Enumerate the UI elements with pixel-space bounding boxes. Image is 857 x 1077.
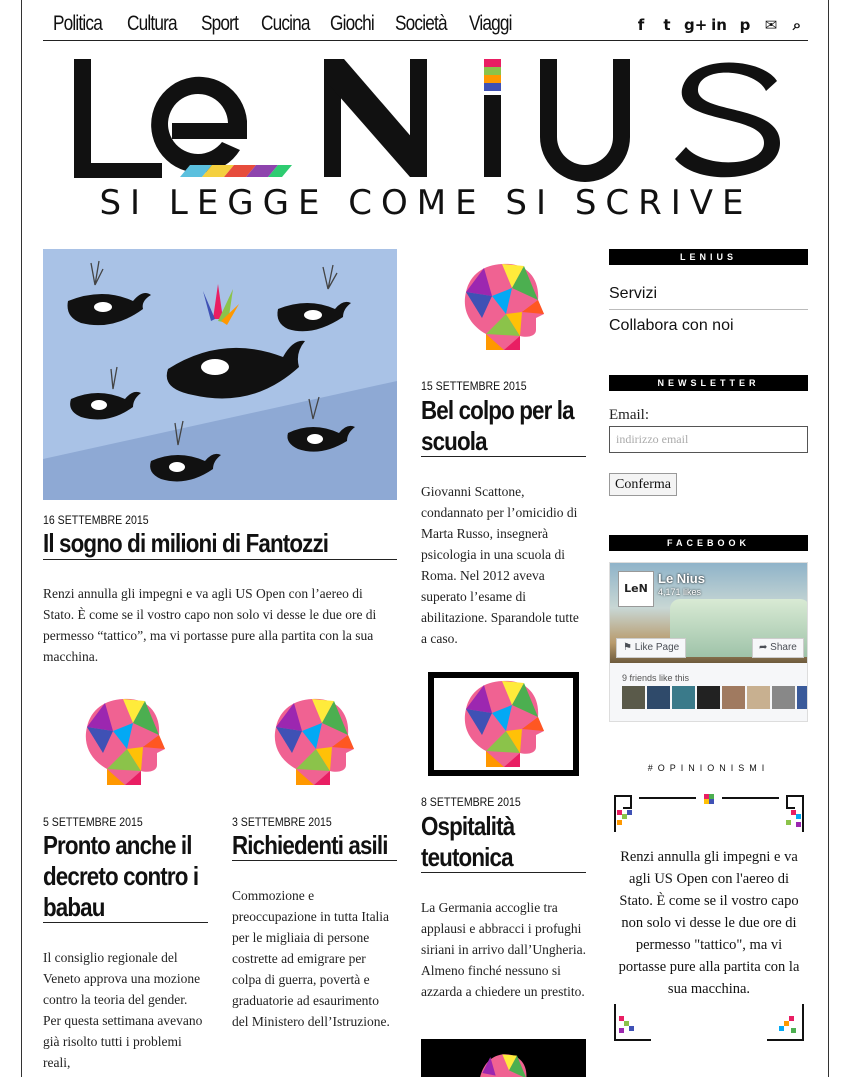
head-illustration xyxy=(462,678,544,770)
sidebar-head-lenius: LENIUS xyxy=(609,249,808,265)
twitter-icon[interactable]: t xyxy=(663,16,671,34)
nav-item-viaggi[interactable]: Viaggi xyxy=(469,12,512,35)
fb-share-icon: ➦ xyxy=(759,642,771,653)
pinterest-icon[interactable]: p xyxy=(739,16,751,34)
nav-item-giochi[interactable]: Giochi xyxy=(330,12,374,35)
post-title-rule xyxy=(421,456,586,457)
post-title-rule xyxy=(43,922,208,923)
decorative-border-top xyxy=(611,792,807,834)
post-image-whales[interactable] xyxy=(43,249,397,500)
sidebar-link-servizi[interactable]: Servizi xyxy=(609,285,658,302)
head-illustration xyxy=(473,1053,533,1077)
post-title-rule xyxy=(421,872,586,873)
fb-page-name[interactable]: Le Nius xyxy=(658,571,705,586)
post-title-rule xyxy=(43,559,397,560)
fb-share-button[interactable] xyxy=(752,638,804,658)
linkedin-icon[interactable]: in xyxy=(711,16,727,34)
post-title[interactable]: Ospitalità teutonica xyxy=(421,811,515,872)
mail-icon[interactable]: ✉ xyxy=(764,16,778,34)
sidebar-head-newsletter: NEWSLETTER xyxy=(609,375,808,391)
opinionismi-quote: Renzi annulla gli impegni e va agli US Open con l'aereo di Stato. È come se il vostro capo non solo vi desse le due ore di permesso "tattico", ma vi portasse pure alla partita con la sua macchina. xyxy=(618,849,800,997)
sidebar-divider xyxy=(609,309,808,310)
confirm-button[interactable]: Conferma xyxy=(609,473,677,496)
fb-like-page-label: Like Page xyxy=(634,642,680,653)
avatar[interactable] xyxy=(672,686,695,709)
post-title[interactable]: Bel colpo per la scuola xyxy=(421,395,574,456)
post-image-next[interactable] xyxy=(421,1039,586,1077)
fb-like-page-button[interactable] xyxy=(616,638,686,658)
post-title[interactable]: Il sogno di milioni di Fantozzi xyxy=(43,528,329,558)
sidebar-link-collabora[interactable]: Collabora con noi xyxy=(609,317,734,334)
nav-item-cultura[interactable]: Cultura xyxy=(127,12,177,35)
post-image-head[interactable] xyxy=(272,697,354,787)
search-icon[interactable]: ⌕ xyxy=(792,16,802,34)
post-excerpt: La Germania accoglie tra applausi e abbracci i profughi siriani in arrivo dall’Ungheria. Almeno finché nessuno si azzarda a chiedere un prestito. xyxy=(421,900,586,999)
post-date: 16 SETTEMBRE 2015 xyxy=(43,513,149,527)
fb-friend-avatars xyxy=(622,686,808,709)
fb-likes-count: 4,171 likes xyxy=(658,587,702,597)
avatar[interactable] xyxy=(622,686,645,709)
post-image-framed[interactable] xyxy=(428,672,579,776)
fb-page-avatar[interactable]: LeN xyxy=(618,571,654,607)
post-title[interactable]: Pronto anche il decreto contro i babau xyxy=(43,830,199,922)
fb-friends-text: 9 friends like this xyxy=(622,673,690,683)
post-excerpt: Renzi annulla gli impegni e va agli US Open con l’aereo di Stato. È come se il vostro capo non solo vi desse le due ore di permesso “tattico”, ma vi portasse pure alla partita con la sua macchina. xyxy=(43,586,377,664)
social-icons xyxy=(632,16,806,34)
sidebar-head-facebook: FACEBOOK xyxy=(609,535,808,551)
post-date: 15 SETTEMBRE 2015 xyxy=(421,379,527,393)
category-menu xyxy=(53,12,525,36)
post-excerpt: Commozione e preoccupazione in tutta Italia per le migliaia di persone costrette ad emigrare per colpa di guerra, povertà e graduatorie ad esaurimento del Ministero dell’Istruzione. xyxy=(232,888,390,1029)
email-label: Email: xyxy=(609,407,649,423)
facebook-widget xyxy=(609,562,808,722)
nav-item-sport[interactable]: Sport xyxy=(201,12,239,35)
fb-share-label: Share xyxy=(770,642,797,653)
sidebar-head-opinionismi: #OPINIONISMI xyxy=(647,763,770,773)
top-navigation xyxy=(43,12,808,41)
post-date: 8 SETTEMBRE 2015 xyxy=(421,795,521,809)
nav-item-cucina[interactable]: Cucina xyxy=(261,12,310,35)
post-date: 5 SETTEMBRE 2015 xyxy=(43,815,143,829)
site-tagline: SI LEGGE COME SI SCRIVE xyxy=(99,183,753,223)
decorative-border-bottom xyxy=(611,1002,807,1044)
nav-item-societa[interactable]: Società xyxy=(395,12,447,35)
fb-like-icon: ⚑ xyxy=(623,642,635,653)
post-title-rule xyxy=(232,860,397,861)
post-image-head[interactable] xyxy=(462,262,544,352)
avatar[interactable] xyxy=(797,686,808,709)
post-title[interactable]: Richiedenti asili xyxy=(232,830,388,860)
post-excerpt: Giovanni Scattone, condannato per l’omicidio di Marta Russo, insegnerà psicologia in una scuola di Roma. Nel 2012 aveva superato l’esame di abilitazione. Sparandole tutte a caso. xyxy=(421,484,579,646)
avatar[interactable] xyxy=(772,686,795,709)
avatar[interactable] xyxy=(747,686,770,709)
email-input[interactable] xyxy=(609,426,808,453)
avatar[interactable] xyxy=(697,686,720,709)
facebook-icon[interactable]: f xyxy=(637,16,645,34)
avatar[interactable] xyxy=(722,686,745,709)
avatar[interactable] xyxy=(647,686,670,709)
post-excerpt: Il consiglio regionale del Veneto approva una mozione contro la teoria del gender. Per questa settimana avevano già risolto tutti i problemi reali, xyxy=(43,950,203,1070)
googleplus-icon[interactable]: g+ xyxy=(684,16,708,34)
nav-item-politica[interactable]: Politica xyxy=(53,12,102,35)
post-image-head[interactable] xyxy=(83,697,165,787)
post-date: 3 SETTEMBRE 2015 xyxy=(232,815,332,829)
